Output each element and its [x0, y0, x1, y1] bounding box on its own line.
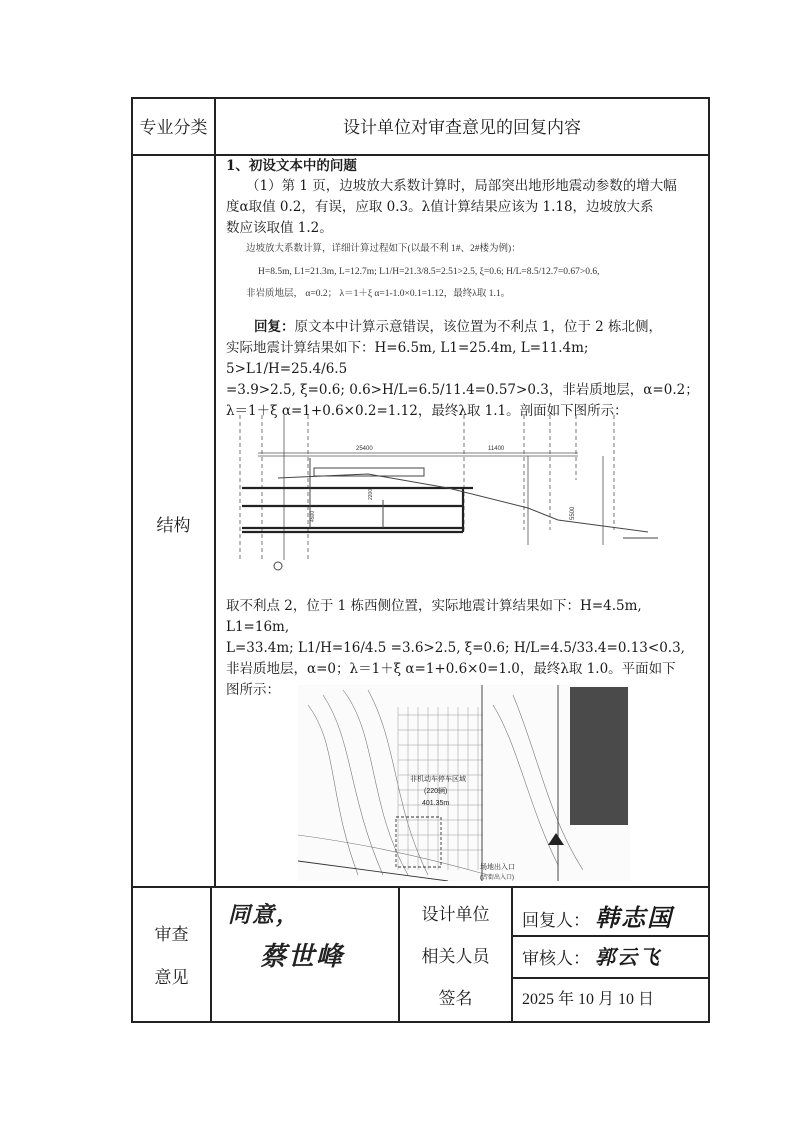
- category-header: 专业分类: [139, 118, 208, 138]
- plan-area-name: 非机动车停车区域: [410, 776, 466, 783]
- plan-drawing: [298, 685, 630, 881]
- dim-label: 5500: [570, 506, 576, 520]
- reply-line: 原文本中计算示意错误，该位置为不利点 1，位于 2 栋北侧，: [294, 319, 663, 335]
- checker-signature: 郭云飞: [595, 945, 662, 969]
- reply-line: λ＝1＋ξ α=1+0.6×0.2=1.12，最终λ取 1.1。剖面如下图所示：: [226, 403, 628, 419]
- quoted-original: [246, 242, 706, 301]
- checker-label: 审核人：: [522, 949, 590, 969]
- replier-field: [522, 898, 673, 933]
- issue-line: （1）第 1 页，边坡放大系数计算时，局部突出地形地震动参数的增大幅: [246, 178, 677, 194]
- sign-label: 签名: [438, 989, 473, 1009]
- related-staff-label: 相关人员: [421, 947, 490, 967]
- checker-field: [522, 941, 661, 970]
- reply-line: 实际地震计算结果如下：H=6.5m, L1=25.4m, L=11.4m; 5>L1/H=25.4/6.5: [226, 340, 589, 377]
- plan-area: 401.35m: [422, 800, 450, 807]
- dim-label: 11400: [488, 446, 505, 452]
- quoted-line: H=8.5m, L1=21.3m, L=12.7m; L1/H=21.3/8.5=2.51>2.5, ξ=0.6; H/L=8.5/12.7=0.67>0.6,: [258, 267, 600, 277]
- issue-line: 数应该取值 1.2。: [226, 220, 333, 236]
- issue-text: [226, 176, 706, 239]
- review-label-2: 意见: [154, 968, 189, 988]
- point2-line: 图所示：: [226, 682, 280, 698]
- point2-line: 非岩质地层，α=0；λ＝1＋ξ α=1+0.6×0=1.0，最终λ取 1.0。平面如下: [226, 661, 676, 677]
- plan-entrance: 场地出入口: [480, 864, 515, 871]
- dim-label: 25400: [356, 446, 373, 452]
- point2-line: L=33.4m; L1/H=16/4.5 =3.6>2.5, ξ=0.6; H/L=4.5/33.4=0.13<0.3,: [226, 640, 685, 656]
- design-unit-label: 设计单位: [421, 905, 490, 925]
- dim-label: 2200: [368, 488, 374, 500]
- reply-line: =3.9>2.5, ξ=0.6; 0.6>H/L=6.5/11.4=0.57>0.3，非岩质地层，α=0.2；: [226, 382, 699, 398]
- quoted-line: 非岩质地层， α=0.2； λ＝1＋ξ α=1-1.0×0.1=1.12，最终λ取 1.1。: [246, 289, 511, 299]
- building-block: [570, 687, 628, 825]
- reply-text: [226, 317, 706, 422]
- replier-label: 回复人：: [522, 911, 590, 931]
- point2-line: 取不利点 2，位于 1 栋西侧位置，实际地震计算结果如下：H=4.5m, L1=16m,: [226, 598, 642, 635]
- section-drawing: [228, 410, 668, 580]
- reviewer-signature-1: 同意，: [228, 902, 301, 928]
- section-heading: 1、初设文本中的问题: [226, 158, 357, 174]
- reply-label: 回复：: [254, 319, 295, 335]
- review-label-1: 审查: [154, 925, 189, 945]
- plan-count: (220辆): [424, 788, 448, 795]
- date: 2025 年 10 月 10 日: [522, 991, 655, 1008]
- dim-label: 4500: [310, 510, 316, 522]
- plan-entrance-2: (古街出入口): [480, 875, 514, 881]
- content-header: 设计单位对审查意见的回复内容: [343, 118, 581, 138]
- replier-signature: 韩志国: [595, 903, 674, 932]
- quoted-line: 边坡放大系数计算，详细计算过程如下(以最不利 1#、2#楼为例)：: [246, 244, 521, 254]
- category-structure: 结构: [156, 516, 191, 536]
- reviewer-signature-2: 蔡世峰: [260, 942, 345, 972]
- issue-line: 度α取值 0.2，有误，应取 0.3。λ值计算结果应该为 1.18，边坡放大系: [226, 199, 654, 215]
